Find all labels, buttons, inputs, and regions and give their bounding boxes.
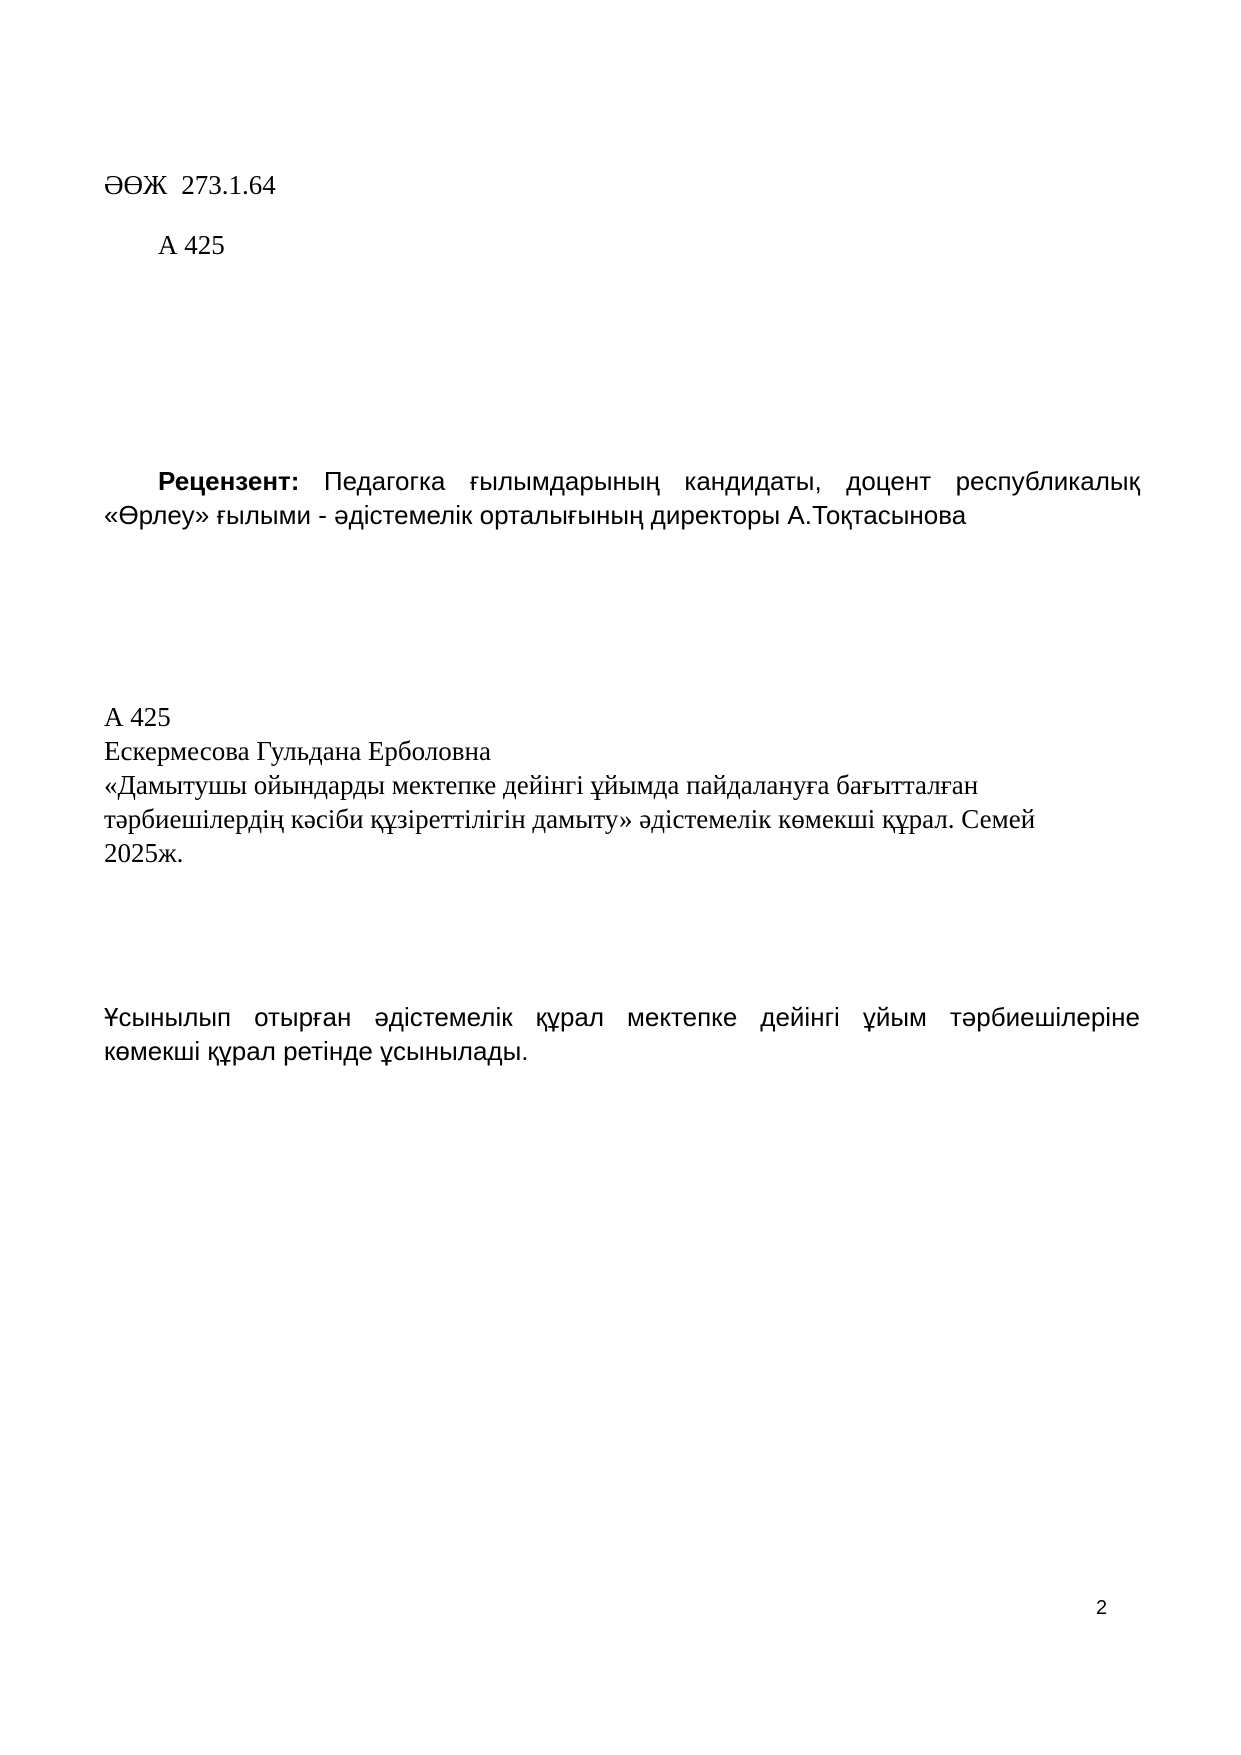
page-number: 2	[1096, 1597, 1108, 1619]
recommendation-word: отырған	[254, 1002, 352, 1032]
reviewer-word: республикалық	[955, 466, 1140, 496]
recommendation-word: тәрбиешілеріне	[949, 1002, 1140, 1032]
reviewer-word: Педагогка	[323, 466, 446, 496]
recommendation-word: дейінгі	[760, 1002, 840, 1032]
reviewer-word: кандидаты,	[684, 466, 822, 496]
reviewer-word: доцент	[846, 466, 932, 496]
recommendation-word: әдістемелік	[374, 1002, 513, 1032]
author-index-top: А 425	[158, 230, 225, 260]
reviewer-line-1	[104, 464, 1140, 498]
reviewer-paragraph	[104, 464, 1140, 532]
reviewer-line-2: «Өрлеу» ғылыми - әдістемелік орталығының директоры А.Тоқтасынова	[104, 500, 967, 530]
bibliographic-record	[104, 700, 1154, 870]
udc-label: ӘӨЖ	[104, 170, 168, 200]
recommendation-line-2: көмекші құрал ретінде ұсынылады.	[104, 1036, 529, 1066]
reviewer-word: ғылымдарының	[469, 466, 660, 496]
recommendation-word: мектепке	[627, 1002, 738, 1032]
biblio-author: Ескермесова Гульдана Ерболовна	[104, 736, 491, 766]
udc-code: 273.1.64	[181, 170, 276, 200]
reviewer-label: Рецензент:	[158, 466, 300, 496]
biblio-title-line-1: «Дамытушы ойындарды мектепке дейінгі ұйымда пайдалануға бағытталған	[104, 770, 979, 800]
biblio-index: А 425	[104, 702, 171, 732]
udc-classification	[104, 168, 276, 202]
biblio-title-line-3: 2025ж.	[104, 838, 184, 868]
biblio-title-line-2: тәрбиешілердің кәсіби құзіреттілігін дамыту» әдістемелік көмекші құрал. Семей	[104, 804, 1036, 834]
recommendation-line-1	[104, 1000, 1140, 1034]
recommendation-word: ұйым	[862, 1002, 927, 1032]
recommendation-word: Ұсынылып	[104, 1002, 232, 1032]
recommendation-paragraph	[104, 1000, 1140, 1068]
recommendation-word: құрал	[535, 1002, 605, 1032]
